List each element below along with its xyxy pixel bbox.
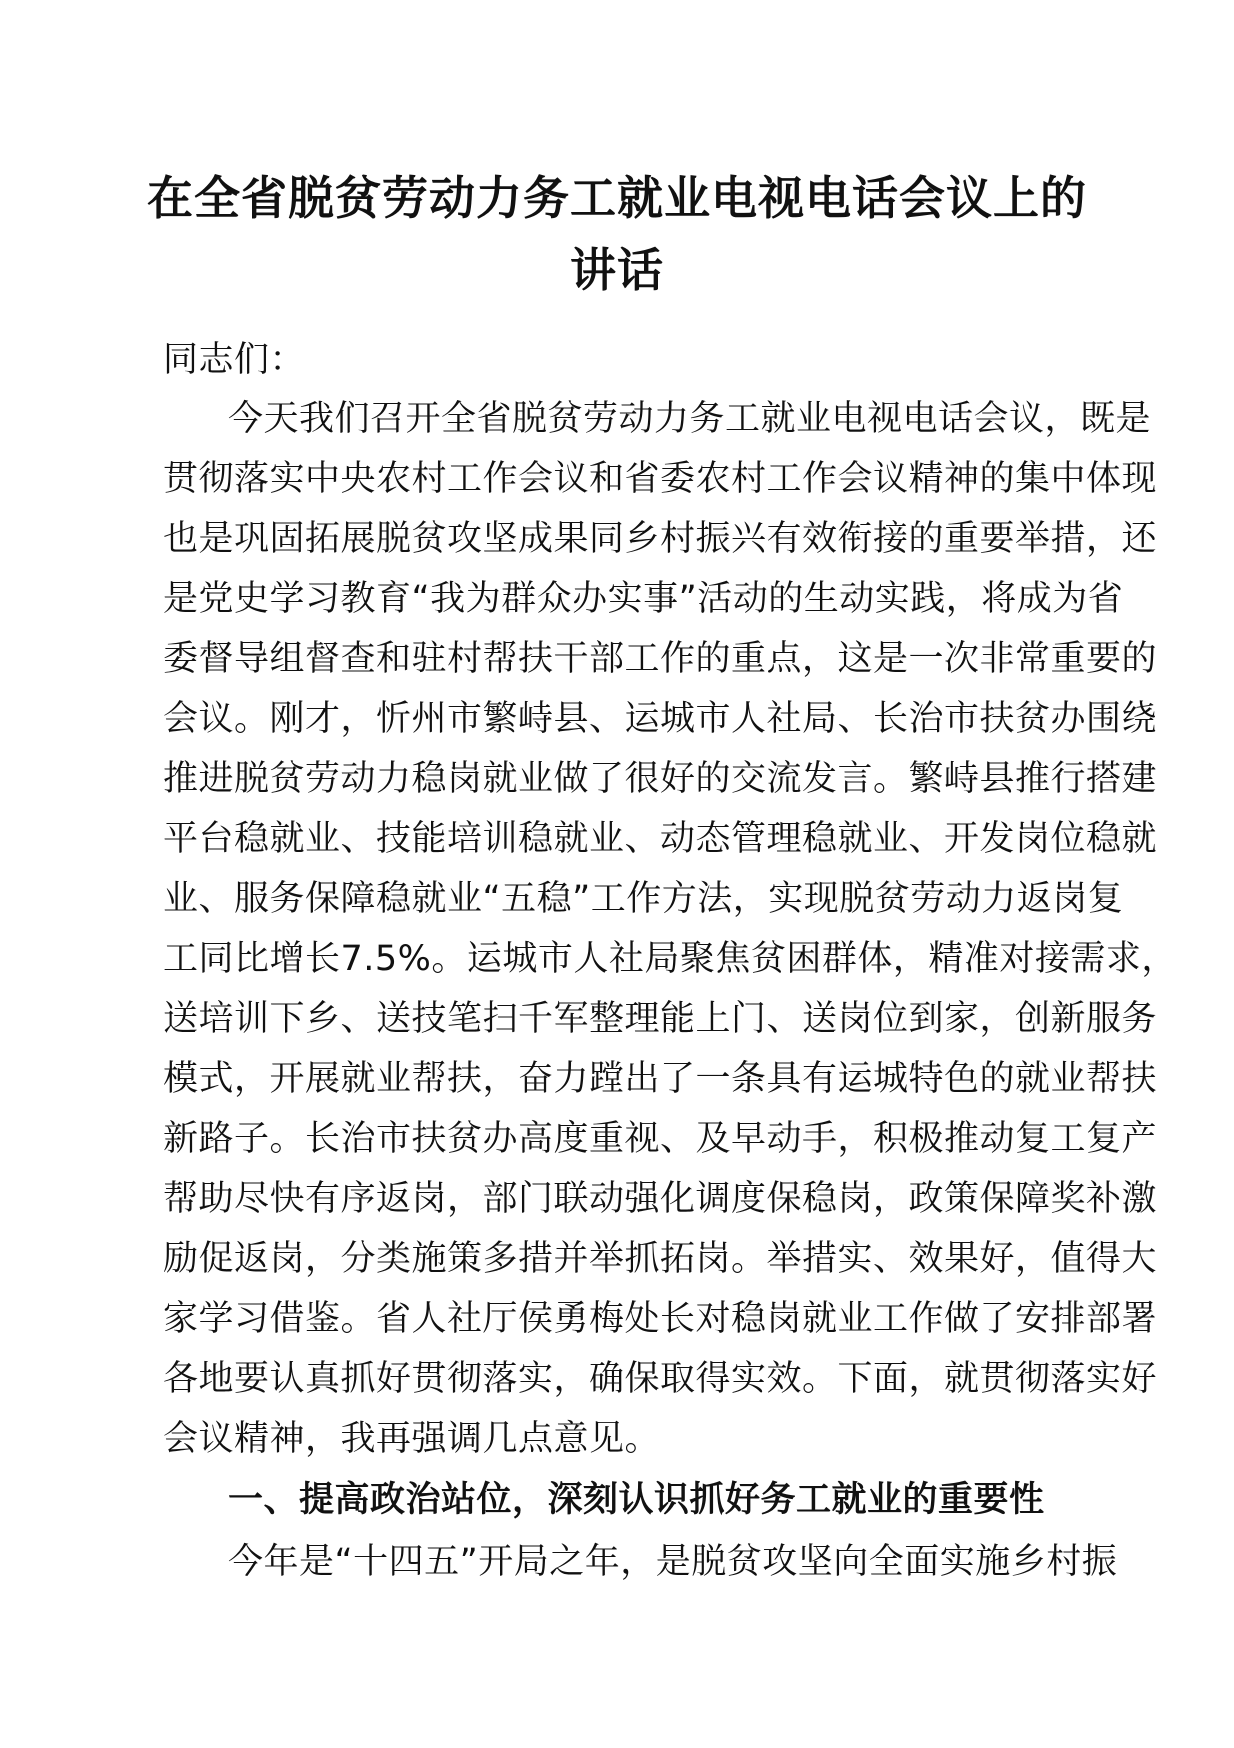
body-line: 是党史学习教育“我为群众办实事”活动的生动实践，将成为省	[163, 579, 1124, 619]
body-line: 今天我们召开全省脱贫劳动力务工就业电视电话会议，既是	[228, 399, 1152, 439]
body-line: 励促返岗，分类施策多措并举抓拓岗。举措实、效果好，值得大	[163, 1239, 1158, 1279]
body-line: 帮助尽快有序返岗，部门联动强化调度保稳岗，政策保障奖补激	[163, 1179, 1158, 1219]
body-line: 今年是“十四五”开局之年，是脱贫攻坚向全面实施乡村振	[228, 1542, 1118, 1582]
body-line: 新路子。长治市扶贫办高度重视、及早动手，积极推动复工复产	[163, 1119, 1158, 1159]
body-line: 也是巩固拓展脱贫攻坚成果同乡村振兴有效衔接的重要举措，还	[163, 519, 1158, 559]
body-line: 会议。刚才，忻州市繁峙县、运城市人社局、长治市扶贫办围绕	[163, 699, 1158, 739]
body-line: 平台稳就业、技能培训稳就业、动态管理稳就业、开发岗位稳就	[163, 819, 1158, 859]
body-line: 委督导组督查和驻村帮扶干部工作的重点，这是一次非常重要的	[163, 639, 1158, 679]
document-title-line-1: 在全省脱贫劳动力务工就业电视电话会议上的	[147, 171, 1087, 225]
salutation: 同志们：	[163, 340, 306, 380]
body-line: 会议精神，我再强调几点意见。	[163, 1419, 661, 1459]
body-line: 推进脱贫劳动力稳岗就业做了很好的交流发言。繁峙县推行搭建	[163, 759, 1158, 799]
body-line: 家学习借鉴。省人社厅侯勇梅处长对稳岗就业工作做了安排部署	[163, 1299, 1158, 1339]
body-line: 工同比增长7.5%。运城市人社局聚焦贫困群体，精准对接需求，	[163, 939, 1177, 979]
section-heading: 一、提高政治站位，深刻认识抓好务工就业的重要性	[228, 1480, 1045, 1520]
body-line: 业、服务保障稳就业“五稳”工作方法，实现脱贫劳动力返岗复	[163, 879, 1124, 919]
body-line: 贯彻落实中央农村工作会议和省委农村工作会议精神的集中体现	[163, 459, 1158, 499]
body-line: 模式，开展就业帮扶，奋力蹚出了一条具有运城特色的就业帮扶	[163, 1059, 1158, 1099]
body-line: 各地要认真抓好贯彻落实，确保取得实效。下面，就贯彻落实好	[163, 1359, 1158, 1399]
body-line: 送培训下乡、送技笔扫千军整理能上门、送岗位到家，创新服务	[163, 999, 1158, 1039]
document-title-line-2: 讲话	[570, 243, 664, 297]
